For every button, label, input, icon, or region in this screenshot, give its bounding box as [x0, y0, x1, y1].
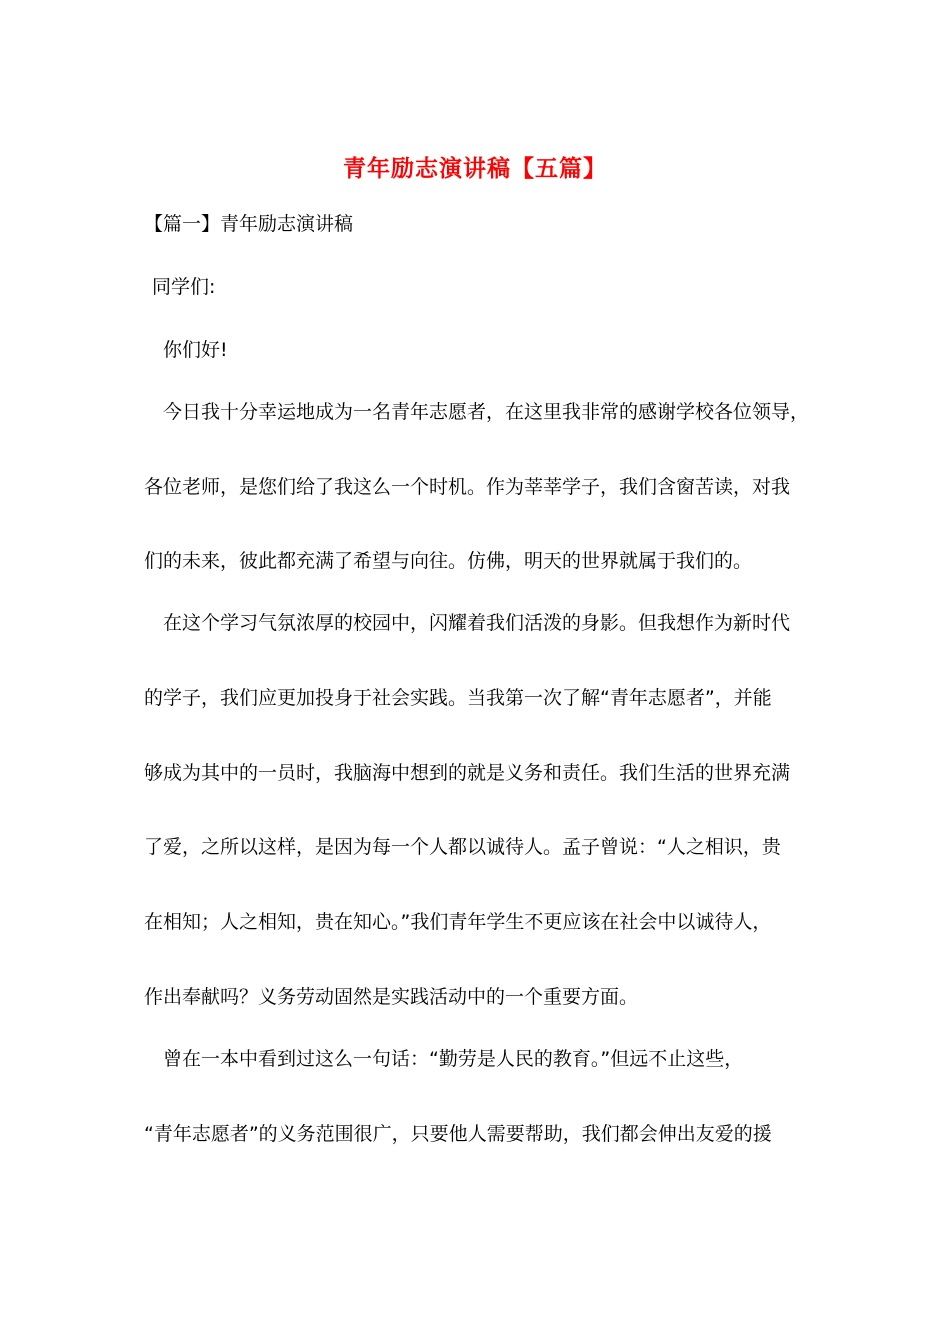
section-heading: 【篇一】青年励志演讲稿	[144, 213, 354, 235]
paragraph-line: 作出奉献吗？义务劳动固然是实践活动中的一个重要方面。	[144, 986, 639, 1008]
paragraph-line: 们的未来，彼此都充满了希望与向往。仿佛，明天的世界就属于我们的。	[144, 550, 753, 572]
paragraph-line: 在这个学习气氛浓厚的校园中，闪耀着我们活泼的身影。但我想作为新时代	[163, 612, 791, 634]
paragraph-line: 了爱，之所以这样，是因为每一个人都以诚待人。孟子曾说：“人之相识，贵	[144, 836, 781, 858]
document-title: 青年励志演讲稿【五篇】	[343, 155, 607, 182]
paragraph-line: 曾在一本中看到过这么一句话：“勤劳是人民的教育。”但远不止这些，	[163, 1048, 744, 1070]
paragraph-line: “青年志愿者”的义务范围很广，只要他人需要帮助，我们都会伸出友爱的援	[144, 1123, 772, 1145]
paragraph-line: 各位老师，是您们给了我这么一个时机。作为莘莘学子，我们含窗苦读，对我	[144, 476, 791, 498]
paragraph-line: 在相知；人之相知，贵在知心。”我们青年学生不更应该在社会中以诚待人，	[144, 911, 772, 933]
paragraph-line: 的学子，我们应更加投身于社会实践。当我第一次了解“青年志愿者”，并能	[144, 687, 772, 709]
salutation: 同学们:	[152, 276, 216, 298]
paragraph-line: 够成为其中的一员时，我脑海中想到的就是义务和责任。我们生活的世界充满	[144, 762, 791, 784]
paragraph-line: 今日我十分幸运地成为一名青年志愿者，在这里我非常的感谢学校各位领导，	[163, 401, 810, 423]
greeting: 你们好!	[163, 339, 228, 361]
